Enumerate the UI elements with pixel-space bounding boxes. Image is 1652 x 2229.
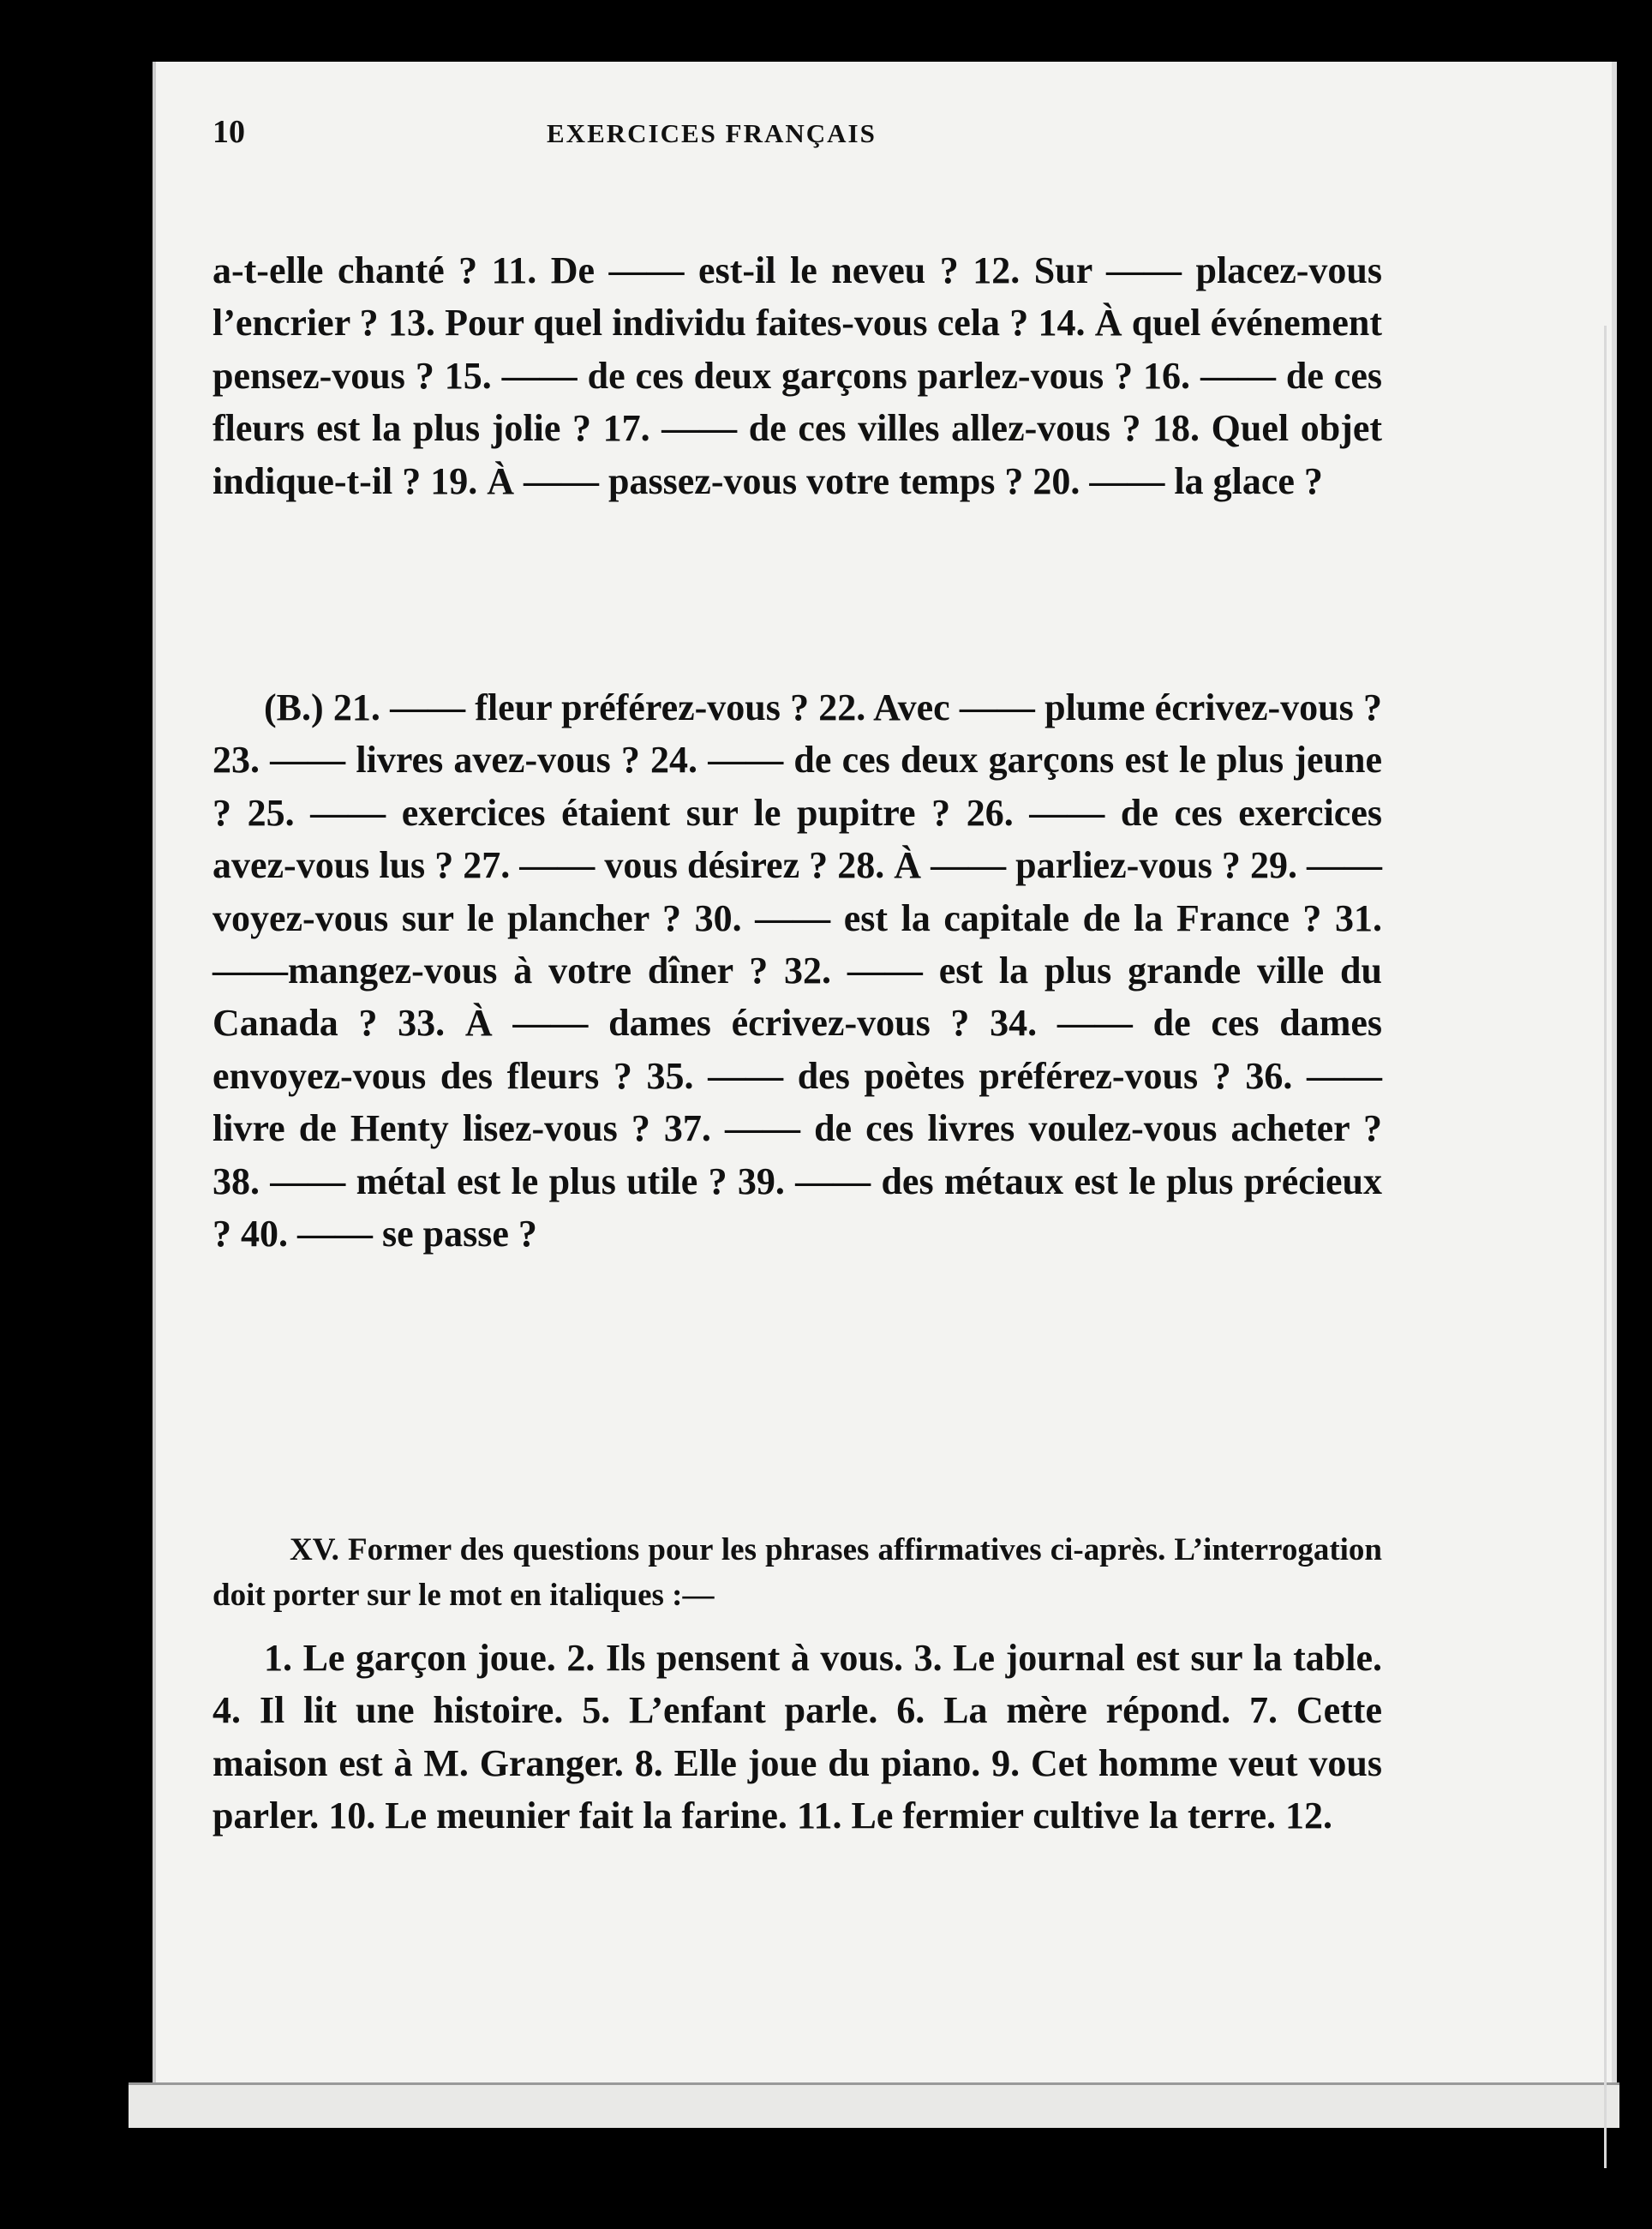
running-title: EXERCICES FRANÇAIS xyxy=(547,118,877,148)
exercise-xv-heading xyxy=(212,1527,1382,1618)
page-number: 10 xyxy=(212,114,245,150)
paragraph-b-text: (B.) 21. —— fleur préférez-vous ? 22. Avec —— plume écrivez-vous ? 23. —— livres avez-vous ? 24. —— de ces deux garçons est le plus jeune ? 25. —— exercices étaient sur le pupitre ? 26. —— de ces exercices avez-vous lus ? 27. —— vous désirez ? 28. À —— parliez-vous ? 29. —— voyez-vous sur le plancher ? 30. —— est la capitale de la France ? 31. ——mangez-vous à votre dîner ? 32. —— est la plus grande ville du Canada ? 33. À —— dames écrivez-vous ? 34. —— de ces dames envoyez-vous des fleurs ? 35. —— des poètes préférez-vous ? 36. —— livre de Henty lisez-vous ? 37. —— de ces livres voulez-vous acheter ? 38. —— métal est le plus utile ? 39. —— des métaux est le plus précieux ? 40. —— se passe ? xyxy=(212,686,1382,1255)
exercise-paragraph-a xyxy=(212,244,1382,507)
paragraph-a-text: a-t-elle chanté ? 11. De —— est-il le neveu ? 12. Sur —— placez-vous l’encrier ? 13. Pour quel individu faites-vous cela ? 14. À quel événement pensez-vous ? 15. —— de ces deux garçons parlez-vous ? 16. —— de ces fleurs est la plus jolie ? 17. —— de ces villes allez-vous ? 18. Quel objet indique-t-il ? 19. À —— passez-vous votre temps ? 20. —— la glace ? xyxy=(212,249,1382,502)
exercise-paragraph-c xyxy=(212,1632,1382,1843)
exercise-heading-text: XV. Former des questions pour les phrases affirmatives ci-après. L’interrogation doit porter sur le mot en italiques :— xyxy=(212,1532,1382,1613)
exercise-paragraph-b xyxy=(212,681,1382,1260)
page-header xyxy=(212,113,1369,165)
page-stack-edge xyxy=(129,2082,1619,2128)
binding-edge xyxy=(1604,326,1607,2168)
paragraph-c-text: 1. Le garçon joue. 2. Ils pensent à vous. 3. Le journal est sur la table. 4. Il lit une histoire. 5. L’enfant parle. 6. La mère répond. 7. Cette maison est à M. Granger. 8. Elle joue du piano. 9. Cet homme veut vous parler. 10. Le meunier fait la farine. 11. Le fermier cultive la terre. 12. xyxy=(212,1637,1382,1837)
